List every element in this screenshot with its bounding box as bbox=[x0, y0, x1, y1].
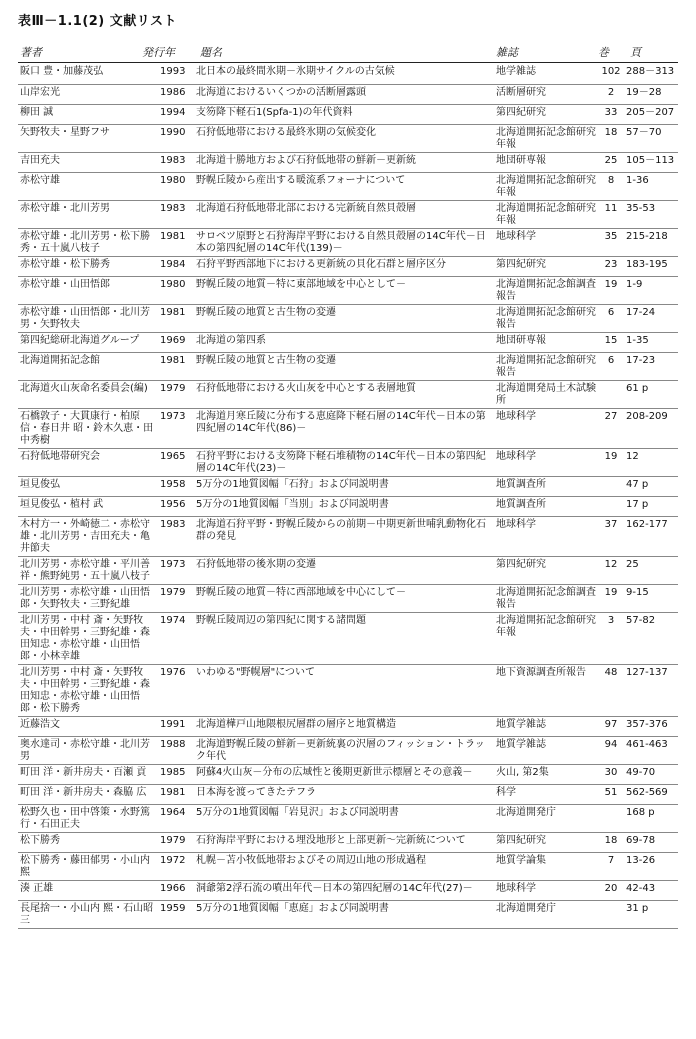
cell-pages: 183-195 bbox=[624, 256, 678, 276]
table-row bbox=[18, 104, 678, 124]
table-row bbox=[18, 152, 678, 172]
cell-volume: 3 bbox=[598, 612, 624, 664]
cell-journal: 北海道開拓記念館研究年報 bbox=[494, 200, 598, 228]
cell-pages: 461-463 bbox=[624, 736, 678, 764]
cell-author: 赤松守雄・山田悟郎・北川芳男・矢野牧夫 bbox=[18, 304, 158, 332]
cell-year: 1969 bbox=[158, 332, 194, 352]
cell-journal: 北海道開拓記念館調査報告 bbox=[494, 584, 598, 612]
cell-volume: 12 bbox=[598, 556, 624, 584]
cell-volume: 19 bbox=[598, 448, 624, 476]
cell-year: 1958 bbox=[158, 476, 194, 496]
cell-journal: 地球科学 bbox=[494, 516, 598, 556]
cell-title: 野幌丘陵の地質－特に西部地域を中心にして－ bbox=[194, 584, 494, 612]
cell-volume: 19 bbox=[598, 584, 624, 612]
cell-title: 5万分の1地質図幅「石狩」および同説明書 bbox=[194, 476, 494, 496]
cell-author: 吉田充夫 bbox=[18, 152, 158, 172]
cell-volume: 102 bbox=[598, 64, 624, 84]
cell-pages: 17-24 bbox=[624, 304, 678, 332]
cell-author: 北川芳男・中村 斎・矢野牧夫・中田幹男・三野紀雄・森田知忠・赤松守雄・山田悟郎・小林幸雄 bbox=[18, 612, 158, 664]
cell-journal: 地球科学 bbox=[494, 880, 598, 900]
cell-journal: 第四紀研究 bbox=[494, 832, 598, 852]
cell-author: 阪口 豊・加藤茂弘 bbox=[18, 64, 158, 84]
cell-volume bbox=[598, 900, 624, 928]
cell-title: 洞爺第2浮石流の噴出年代－日本の第四紀層の14C年代(27)－ bbox=[194, 880, 494, 900]
table-row bbox=[18, 172, 678, 200]
cell-year: 1976 bbox=[158, 664, 194, 716]
cell-author: 木村方一・外崎徳二・赤松守雄・北川芳男・吉田充夫・亀井節夫 bbox=[18, 516, 158, 556]
reference-table bbox=[18, 64, 678, 929]
cell-year: 1956 bbox=[158, 496, 194, 516]
cell-author: 石狩低地帯研究会 bbox=[18, 448, 158, 476]
cell-author: 赤松守雄・山田悟郎 bbox=[18, 276, 158, 304]
cell-title: 北海道十勝地方および石狩低地帯の鮮新－更新統 bbox=[194, 152, 494, 172]
table-row bbox=[18, 852, 678, 880]
cell-year: 1979 bbox=[158, 584, 194, 612]
cell-pages: 57-82 bbox=[624, 612, 678, 664]
cell-author: 矢野牧夫・星野フサ bbox=[18, 124, 158, 152]
cell-journal: 地団研専報 bbox=[494, 152, 598, 172]
cell-journal: 地質調査所 bbox=[494, 476, 598, 496]
cell-author: 北海道開拓記念館 bbox=[18, 352, 158, 380]
cell-journal: 北海道開発庁 bbox=[494, 804, 598, 832]
cell-year: 1980 bbox=[158, 276, 194, 304]
cell-title: 野幌丘陵の地質と古生物の変遷 bbox=[194, 304, 494, 332]
cell-author: 赤松守雄・北川芳男・松下勝秀・五十嵐八枝子 bbox=[18, 228, 158, 256]
cell-volume: 2 bbox=[598, 84, 624, 104]
cell-volume: 33 bbox=[598, 104, 624, 124]
cell-journal: 地球科学 bbox=[494, 448, 598, 476]
cell-title: 野幌丘陵から産出する暖流系フォーナについて bbox=[194, 172, 494, 200]
cell-author: 松下勝秀 bbox=[18, 832, 158, 852]
cell-title: 北海道石狩平野・野幌丘陵からの前期－中期更新世哺乳動物化石群の発見 bbox=[194, 516, 494, 556]
table-row bbox=[18, 556, 678, 584]
cell-author: 近藤浩文 bbox=[18, 716, 158, 736]
cell-volume: 37 bbox=[598, 516, 624, 556]
cell-volume: 7 bbox=[598, 852, 624, 880]
cell-title: 北海道樺戸山地隈根尻層群の層序と地質構造 bbox=[194, 716, 494, 736]
cell-author: 垣見俊弘・植村 武 bbox=[18, 496, 158, 516]
cell-volume: 30 bbox=[598, 764, 624, 784]
cell-pages: 9-15 bbox=[624, 584, 678, 612]
table-row bbox=[18, 764, 678, 784]
cell-author: 赤松守雄 bbox=[18, 172, 158, 200]
cell-author: 北海道火山灰命名委員会(編) bbox=[18, 380, 158, 408]
cell-pages: 127-137 bbox=[624, 664, 678, 716]
cell-year: 1966 bbox=[158, 880, 194, 900]
cell-author: 松野久也・田中啓策・水野篤行・石田正夫 bbox=[18, 804, 158, 832]
header-pages: 頁 bbox=[630, 46, 641, 59]
table-title: 表Ⅲ－1.1(2) 文献リスト bbox=[18, 14, 178, 29]
cell-title: 野幌丘陵の地質と古生物の変遷 bbox=[194, 352, 494, 380]
cell-journal: 北海道開拓記念館研究年報 bbox=[494, 124, 598, 152]
cell-pages: 61 p bbox=[624, 380, 678, 408]
cell-title: 5万分の1地質図幅「当別」および同説明書 bbox=[194, 496, 494, 516]
cell-pages: 25 bbox=[624, 556, 678, 584]
cell-title: 北海道月寒丘陵に分布する恵庭降下軽石層の14C年代－日本の第四紀層の14C年代(86)－ bbox=[194, 408, 494, 448]
cell-pages: 1-36 bbox=[624, 172, 678, 200]
table-row bbox=[18, 516, 678, 556]
header-year: 発行年 bbox=[142, 46, 175, 59]
table-row bbox=[18, 332, 678, 352]
cell-pages: 562-569 bbox=[624, 784, 678, 804]
cell-year: 1980 bbox=[158, 172, 194, 200]
table-row bbox=[18, 832, 678, 852]
header-author: 著者 bbox=[20, 46, 42, 59]
cell-title: 日本海を渡ってきたテフラ bbox=[194, 784, 494, 804]
cell-volume: 18 bbox=[598, 832, 624, 852]
cell-journal: 北海道開拓記念館研究年報 bbox=[494, 172, 598, 200]
cell-journal: 地学雑誌 bbox=[494, 64, 598, 84]
table-row bbox=[18, 496, 678, 516]
cell-title: 北海道野幌丘陵の鮮新－更新統裏の沢層のフィッション・トラック年代 bbox=[194, 736, 494, 764]
table-row bbox=[18, 256, 678, 276]
cell-pages: 19－28 bbox=[624, 84, 678, 104]
cell-volume: 25 bbox=[598, 152, 624, 172]
table-row bbox=[18, 716, 678, 736]
cell-title: 北日本の最終間氷期－氷期サイクルの古気候 bbox=[194, 64, 494, 84]
cell-journal: 北海道開発局土木試験所 bbox=[494, 380, 598, 408]
cell-volume: 94 bbox=[598, 736, 624, 764]
cell-pages: 57－70 bbox=[624, 124, 678, 152]
cell-volume: 11 bbox=[598, 200, 624, 228]
cell-author: 柳田 誠 bbox=[18, 104, 158, 124]
cell-year: 1979 bbox=[158, 380, 194, 408]
cell-journal: 地質学雑誌 bbox=[494, 736, 598, 764]
table-row bbox=[18, 380, 678, 408]
cell-title: 石狩低地帯の後氷期の変遷 bbox=[194, 556, 494, 584]
cell-year: 1981 bbox=[158, 352, 194, 380]
cell-title: 野幌丘陵周辺の第四紀に関する諸問題 bbox=[194, 612, 494, 664]
cell-year: 1983 bbox=[158, 516, 194, 556]
cell-author: 松下勝秀・藤田郁男・小山内 熙 bbox=[18, 852, 158, 880]
cell-year: 1993 bbox=[158, 64, 194, 84]
cell-journal: 北海道開拓記念館調査報告 bbox=[494, 276, 598, 304]
cell-pages: 357-376 bbox=[624, 716, 678, 736]
cell-pages: 1-9 bbox=[624, 276, 678, 304]
cell-title: 石狩低地帯における最終氷期の気候変化 bbox=[194, 124, 494, 152]
cell-author: 町田 洋・新井房夫・森脇 広 bbox=[18, 784, 158, 804]
cell-volume: 6 bbox=[598, 352, 624, 380]
cell-volume: 6 bbox=[598, 304, 624, 332]
header-rule bbox=[18, 62, 678, 63]
cell-author: 湊 正雄 bbox=[18, 880, 158, 900]
cell-author: 赤松守雄・松下勝秀 bbox=[18, 256, 158, 276]
cell-pages: 17 p bbox=[624, 496, 678, 516]
table-row bbox=[18, 476, 678, 496]
cell-volume: 27 bbox=[598, 408, 624, 448]
cell-volume: 8 bbox=[598, 172, 624, 200]
cell-journal: 北海道開拓記念館研究報告 bbox=[494, 304, 598, 332]
cell-pages: 105－113 bbox=[624, 152, 678, 172]
cell-year: 1983 bbox=[158, 200, 194, 228]
cell-author: 奥水達司・赤松守雄・北川芳男 bbox=[18, 736, 158, 764]
cell-year: 1990 bbox=[158, 124, 194, 152]
cell-pages: 35-53 bbox=[624, 200, 678, 228]
table-row bbox=[18, 784, 678, 804]
table-row bbox=[18, 900, 678, 928]
cell-year: 1991 bbox=[158, 716, 194, 736]
cell-year: 1964 bbox=[158, 804, 194, 832]
cell-volume: 19 bbox=[598, 276, 624, 304]
cell-journal: 第四紀研究 bbox=[494, 256, 598, 276]
cell-journal: 北海道開拓記念館研究報告 bbox=[494, 352, 598, 380]
cell-pages: 12 bbox=[624, 448, 678, 476]
cell-pages: 208-209 bbox=[624, 408, 678, 448]
cell-pages: 42-43 bbox=[624, 880, 678, 900]
cell-journal: 火山, 第2集 bbox=[494, 764, 598, 784]
cell-title: 北海道の第四系 bbox=[194, 332, 494, 352]
cell-year: 1981 bbox=[158, 228, 194, 256]
cell-title: 北海道におけるいくつかの活断層露頭 bbox=[194, 84, 494, 104]
cell-pages: 215-218 bbox=[624, 228, 678, 256]
cell-pages: 162-177 bbox=[624, 516, 678, 556]
cell-title: 石狩海岸平野における埋没地形と上部更新～完新統について bbox=[194, 832, 494, 852]
cell-year: 1965 bbox=[158, 448, 194, 476]
cell-journal: 地団研専報 bbox=[494, 332, 598, 352]
cell-title: 5万分の1地質図幅「岩見沢」および同説明書 bbox=[194, 804, 494, 832]
cell-year: 1972 bbox=[158, 852, 194, 880]
cell-author: 第四紀総研北海道グループ bbox=[18, 332, 158, 352]
cell-title: 石狩低地帯における火山灰を中心とする表層地質 bbox=[194, 380, 494, 408]
cell-year: 1988 bbox=[158, 736, 194, 764]
cell-author: 町田 洋・新井房夫・百瀬 貢 bbox=[18, 764, 158, 784]
cell-pages: 1-35 bbox=[624, 332, 678, 352]
cell-volume: 15 bbox=[598, 332, 624, 352]
cell-volume bbox=[598, 496, 624, 516]
header-journal: 雑誌 bbox=[496, 46, 518, 59]
cell-year: 1983 bbox=[158, 152, 194, 172]
cell-title: いわゆる"野幌層"について bbox=[194, 664, 494, 716]
cell-pages: 17-23 bbox=[624, 352, 678, 380]
cell-title: 5万分の1地質図幅「恵庭」および同説明書 bbox=[194, 900, 494, 928]
cell-year: 1973 bbox=[158, 556, 194, 584]
cell-pages: 47 p bbox=[624, 476, 678, 496]
cell-author: 長尾捨一・小山内 熙・石山昭三 bbox=[18, 900, 158, 928]
cell-title: 石狩平野西部地下における更新統の貝化石群と層序区分 bbox=[194, 256, 494, 276]
table-row bbox=[18, 84, 678, 104]
table-row bbox=[18, 448, 678, 476]
cell-volume: 35 bbox=[598, 228, 624, 256]
table-row bbox=[18, 228, 678, 256]
table-row bbox=[18, 664, 678, 716]
column-header-row bbox=[0, 44, 696, 60]
cell-journal: 北海道開拓記念館研究年報 bbox=[494, 612, 598, 664]
cell-journal: 第四紀研究 bbox=[494, 104, 598, 124]
table-row bbox=[18, 200, 678, 228]
cell-year: 1981 bbox=[158, 304, 194, 332]
cell-title: 阿蘇4火山灰－分布の広域性と後期更新世示標層とその意義－ bbox=[194, 764, 494, 784]
cell-author: 北川芳男・中村 斎・矢野牧夫・中田幹男・三野紀雄・森田知忠・赤松守雄・山田悟郎・松下勝秀 bbox=[18, 664, 158, 716]
cell-title: 野幌丘陵の地質－特に東部地域を中心として－ bbox=[194, 276, 494, 304]
cell-journal: 北海道開発庁 bbox=[494, 900, 598, 928]
cell-author: 赤松守雄・北川芳男 bbox=[18, 200, 158, 228]
cell-year: 1984 bbox=[158, 256, 194, 276]
cell-journal: 地球科学 bbox=[494, 228, 598, 256]
cell-year: 1981 bbox=[158, 784, 194, 804]
cell-journal: 科学 bbox=[494, 784, 598, 804]
cell-title: 北海道石狩低地帯北部における完新統自然貝殻層 bbox=[194, 200, 494, 228]
table-row bbox=[18, 276, 678, 304]
cell-pages: 288－313 bbox=[624, 64, 678, 84]
cell-volume bbox=[598, 380, 624, 408]
cell-year: 1974 bbox=[158, 612, 194, 664]
cell-author: 垣見俊弘 bbox=[18, 476, 158, 496]
cell-journal: 活断層研究 bbox=[494, 84, 598, 104]
cell-author: 北川芳男・赤松守雄・山田悟郎・矢野牧夫・三野紀雄 bbox=[18, 584, 158, 612]
cell-year: 1985 bbox=[158, 764, 194, 784]
cell-year: 1979 bbox=[158, 832, 194, 852]
cell-year: 1986 bbox=[158, 84, 194, 104]
cell-volume: 97 bbox=[598, 716, 624, 736]
cell-volume: 48 bbox=[598, 664, 624, 716]
cell-pages: 31 p bbox=[624, 900, 678, 928]
cell-pages: 168 p bbox=[624, 804, 678, 832]
cell-pages: 205－207 bbox=[624, 104, 678, 124]
cell-title: 札幌－苫小牧低地帯およびその周辺山地の形成過程 bbox=[194, 852, 494, 880]
cell-title: 支笏降下軽石1(Spfa-1)の年代資料 bbox=[194, 104, 494, 124]
cell-volume: 20 bbox=[598, 880, 624, 900]
cell-journal: 第四紀研究 bbox=[494, 556, 598, 584]
cell-pages: 49-70 bbox=[624, 764, 678, 784]
table-row bbox=[18, 124, 678, 152]
cell-volume bbox=[598, 804, 624, 832]
header-title: 題名 bbox=[200, 46, 222, 59]
table-row bbox=[18, 804, 678, 832]
cell-journal: 地質調査所 bbox=[494, 496, 598, 516]
cell-journal: 地下資源調査所報告 bbox=[494, 664, 598, 716]
table-row bbox=[18, 584, 678, 612]
cell-year: 1994 bbox=[158, 104, 194, 124]
cell-journal: 地球科学 bbox=[494, 408, 598, 448]
cell-journal: 地質学雑誌 bbox=[494, 716, 598, 736]
table-row bbox=[18, 408, 678, 448]
table-row bbox=[18, 64, 678, 84]
header-volume: 巻 bbox=[598, 46, 609, 59]
cell-pages: 69-78 bbox=[624, 832, 678, 852]
cell-journal: 地質学論集 bbox=[494, 852, 598, 880]
cell-pages: 13-26 bbox=[624, 852, 678, 880]
cell-volume: 23 bbox=[598, 256, 624, 276]
cell-author: 北川芳男・赤松守雄・平川善祥・熊野純男・五十嵐八枝子 bbox=[18, 556, 158, 584]
cell-title: サロベツ原野と石狩海岸平野における自然貝殻層の14C年代－日本の第四紀層の14C年代(139)－ bbox=[194, 228, 494, 256]
cell-year: 1959 bbox=[158, 900, 194, 928]
cell-year: 1973 bbox=[158, 408, 194, 448]
table-row bbox=[18, 304, 678, 332]
cell-author: 石橋敦子・大貫康行・柏原信・春日井 昭・鈴木久恵・田中秀樹 bbox=[18, 408, 158, 448]
table-row bbox=[18, 352, 678, 380]
cell-title: 石狩平野における支笏降下軽石堆積物の14C年代－日本の第四紀層の14C年代(23)－ bbox=[194, 448, 494, 476]
table-row bbox=[18, 736, 678, 764]
cell-author: 山岸宏光 bbox=[18, 84, 158, 104]
cell-volume bbox=[598, 476, 624, 496]
cell-volume: 18 bbox=[598, 124, 624, 152]
cell-volume: 51 bbox=[598, 784, 624, 804]
table-row bbox=[18, 612, 678, 664]
table-row bbox=[18, 880, 678, 900]
